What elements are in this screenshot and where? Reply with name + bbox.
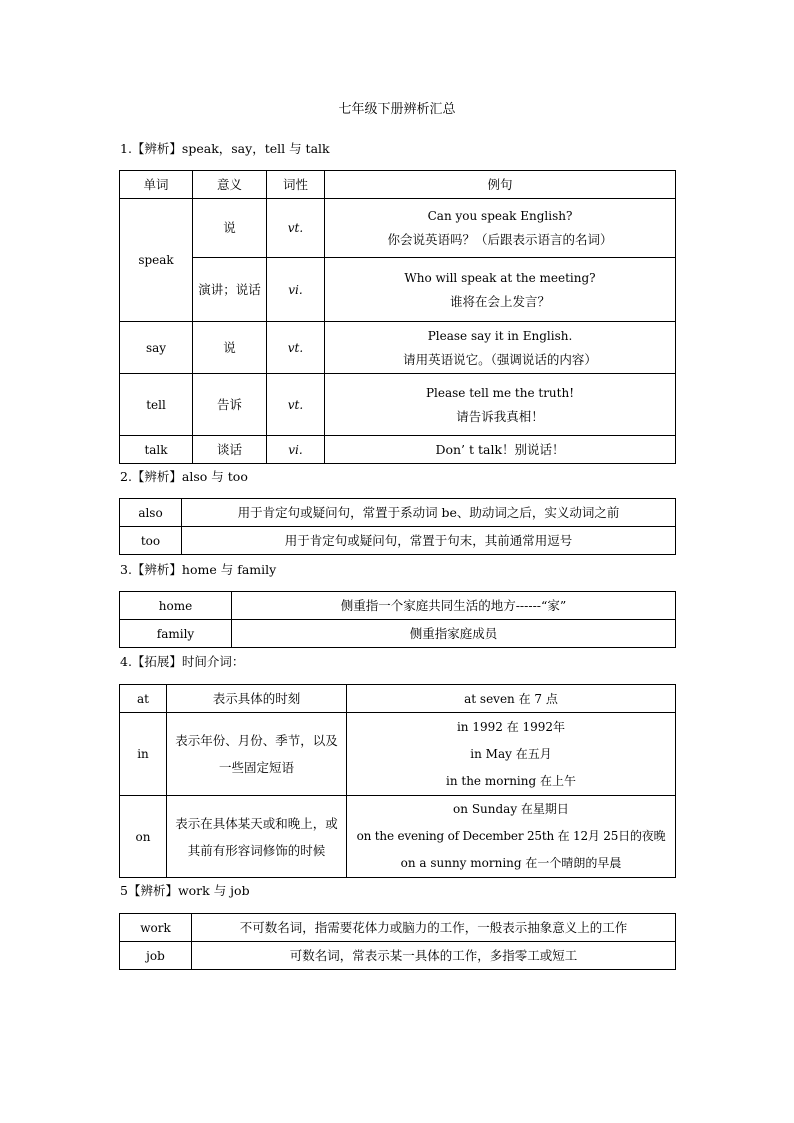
word-cell: work (120, 914, 192, 942)
also-too-table (119, 498, 676, 555)
section-1-heading: 1.【辨析】speak，say，tell 与 talk (120, 141, 330, 156)
header-cell: 意义 (193, 171, 267, 199)
example-en: Please tell me the truth! (425, 385, 575, 400)
table-row (120, 527, 676, 555)
word-cell: say (120, 322, 193, 374)
table-row (120, 685, 676, 713)
example-line: on Sunday 在星期日 (453, 802, 569, 816)
word-cell: tell (120, 374, 193, 436)
meaning-cell: 说 (193, 199, 267, 258)
example-cell: Don’ t talk！别说话！ (325, 436, 676, 464)
example-line: on the evening of December 25th 在 12月 25日的夜晚 (356, 829, 666, 843)
usage-cell: 表示具体的时刻 (167, 685, 347, 713)
example-zh: 请告诉我真相！ (456, 408, 544, 424)
pos-cell: vi. (267, 436, 325, 464)
desc-cell: 用于肯定句或疑问句，常置于系动词 be、助动词之后，实义动词之前 (182, 499, 676, 527)
table-row (120, 322, 676, 374)
example-cell: at seven 在 7 点 (347, 685, 676, 713)
table-row (120, 436, 676, 464)
meaning-cell: 谈话 (193, 436, 267, 464)
example-line: in 1992 在 1992年 (456, 719, 566, 734)
table-header-row (120, 171, 676, 199)
word-cell: talk (120, 436, 193, 464)
word-cell: job (120, 942, 192, 970)
example-zh: 你会说英语吗？（后跟表示语言的名词） (387, 232, 613, 247)
page-title: 七年级下册辨析汇总 (338, 102, 456, 117)
section-5-heading: 5【辨析】work 与 job (120, 883, 250, 898)
example-cell (325, 258, 676, 322)
table-row (120, 713, 676, 796)
example-line: on a sunny morning 在一个晴朗的早晨 (400, 856, 622, 870)
table-row (120, 374, 676, 436)
example-en: Who will speak at the meeting? (404, 270, 596, 285)
time-prepositions-table (119, 684, 676, 878)
section-4-heading: 4.【拓展】时间介词： (120, 654, 245, 669)
example-cell (325, 322, 676, 374)
pos-cell: vt. (267, 374, 325, 436)
word-cell: family (120, 620, 232, 648)
prep-cell: in (120, 713, 167, 796)
meaning-cell: 演讲；说话 (193, 258, 267, 322)
example-en: Please say it in English. (427, 328, 573, 343)
example-zh: 请用英语说它。（强调说话的内容） (403, 351, 597, 367)
pos-cell: vi. (267, 258, 325, 322)
pos-cell: vt. (267, 322, 325, 374)
prep-cell: on (120, 796, 167, 878)
table-row (120, 199, 676, 258)
example-cell (325, 374, 676, 436)
example-line: in May 在五月 (470, 746, 552, 761)
example-cell (347, 713, 676, 796)
meaning-cell: 说 (193, 322, 267, 374)
table-row (120, 592, 676, 620)
table-row (120, 620, 676, 648)
example-line: in the morning 在上午 (446, 773, 576, 788)
section-3-heading: 3.【辨析】home 与 family (120, 562, 277, 577)
usage-cell: 表示在具体某天或和晚上，或其前有形容词修饰的时候 (167, 796, 347, 878)
word-cell: too (120, 527, 182, 555)
example-zh: 谁将在会上发言？ (449, 293, 550, 309)
example-cell (347, 796, 676, 878)
prep-cell: at (120, 685, 167, 713)
table-row (120, 914, 676, 942)
work-job-table (119, 913, 676, 970)
word-cell: also (120, 499, 182, 527)
table-row (120, 499, 676, 527)
example-cell (325, 199, 676, 258)
desc-cell: 侧重指一个家庭共同生活的地方------“家” (232, 592, 676, 620)
header-cell: 例句 (325, 171, 676, 199)
table-row (120, 258, 676, 322)
desc-cell: 用于肯定句或疑问句，常置于句末，其前通常用逗号 (182, 527, 676, 555)
header-cell: 词性 (267, 171, 325, 199)
header-cell: 单词 (120, 171, 193, 199)
table-row (120, 942, 676, 970)
meaning-cell: 告诉 (193, 374, 267, 436)
pos-cell: vt. (267, 199, 325, 258)
desc-cell: 可数名词，常表示某一具体的工作，多指零工或短工 (192, 942, 676, 970)
speak-say-tell-talk-table (119, 170, 676, 464)
table-row (120, 796, 676, 878)
word-cell: home (120, 592, 232, 620)
word-cell: speak (120, 199, 193, 322)
example-en: Can you speak English? (427, 209, 573, 223)
desc-cell: 不可数名词，指需要花体力或脑力的工作，一般表示抽象意义上的工作 (192, 914, 676, 942)
usage-cell: 表示年份、月份、季节，以及一些固定短语 (167, 713, 347, 796)
section-2-heading: 2.【辨析】also 与 too (120, 469, 248, 484)
desc-cell: 侧重指家庭成员 (232, 620, 676, 648)
home-family-table (119, 591, 676, 648)
